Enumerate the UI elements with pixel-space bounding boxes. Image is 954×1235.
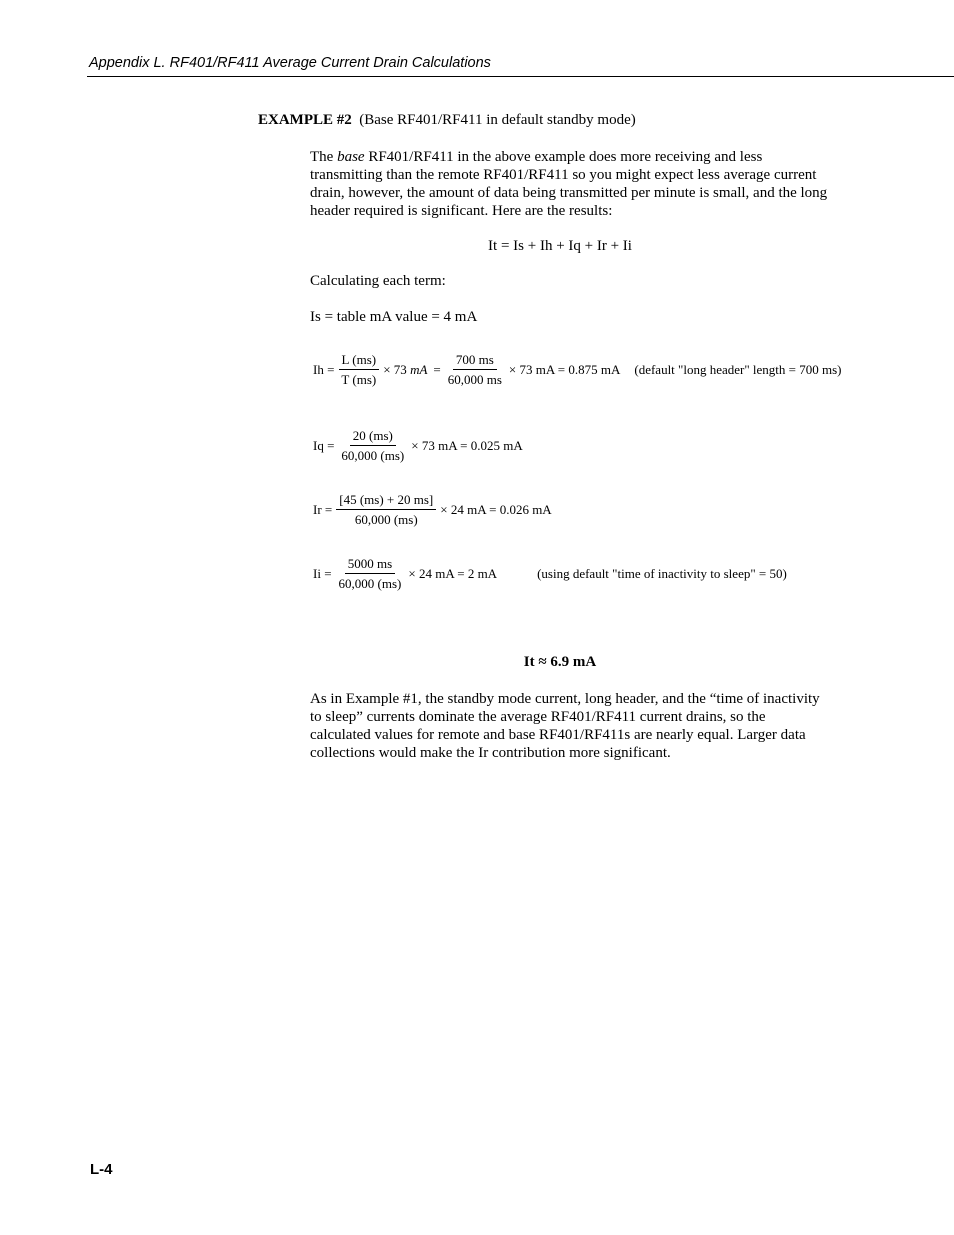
iq-lhs: Iq = xyxy=(313,437,335,453)
ii-numerator: 5000 ms xyxy=(345,556,395,574)
conclusion-paragraph: As in Example #1, the standby mode current, long header, and the “time of inactivity to sleep” currents dominate the average RF401/RF411 current drains, so the calculated values for remote and base RF401/RF411s are nearly equal. Larger data collections would make the Ir contribution more significant. xyxy=(310,691,820,761)
ii-note: (using default "time of inactivity to sleep" = 50) xyxy=(537,565,787,581)
ih-fraction-1-denominator: T (ms) xyxy=(341,372,377,387)
ih-note: (default "long header" length = 700 ms) xyxy=(634,361,842,377)
running-header: Appendix L. RF401/RF411 Average Current Drain Calculations xyxy=(89,55,491,71)
ih-fraction-2-numerator: 700 ms xyxy=(453,352,497,370)
total-current-equation: It = Is + Ih + Iq + Ir + Ii xyxy=(488,238,632,254)
page-number: L-4 xyxy=(90,1161,113,1178)
total-result: It ≈ 6.9 mA xyxy=(523,654,597,670)
iq-numerator: 20 (ms) xyxy=(350,428,396,446)
ih-fraction-2-denominator: 60,000 ms xyxy=(447,372,502,387)
ir-formula xyxy=(313,492,552,527)
is-equation: Is = table mA value = 4 mA xyxy=(310,309,478,325)
ir-lhs: Ir = xyxy=(313,501,333,517)
intro-text-start: The xyxy=(310,149,338,165)
iq-result: × 73 mA = 0.025 mA xyxy=(411,437,523,453)
ih-equals: = xyxy=(433,361,441,377)
example-label: EXAMPLE #2 xyxy=(258,112,352,128)
ii-result: × 24 mA = 2 mA xyxy=(408,565,498,581)
ih-lhs: Ih = xyxy=(313,361,335,377)
ii-fraction xyxy=(336,556,405,591)
example-subtitle: (Base RF401/RF411 in default standby mode) xyxy=(359,112,636,128)
ir-denominator: 60,000 (ms) xyxy=(354,512,418,527)
ii-denominator: 60,000 (ms) xyxy=(338,576,402,591)
ir-result: × 24 mA = 0.026 mA xyxy=(440,501,552,517)
ii-lhs: Ii = xyxy=(313,565,332,581)
ih-fraction-2 xyxy=(445,352,505,387)
ir-fraction xyxy=(336,492,436,527)
intro-text-rest: RF401/RF411 in the above example does more receiving and less transmitting than the remote RF401/RF411 so you might expect less average current drain, however, the amount of data being transmitted per minute is small, and the long header required is significant. Here are the results: xyxy=(310,149,828,219)
ih-result: × 73 mA = 0.875 mA xyxy=(508,361,621,377)
iq-formula xyxy=(313,428,523,463)
intro-paragraph xyxy=(310,148,830,220)
ih-multiplier-1-unit: mA xyxy=(410,361,428,377)
ih-fraction-1 xyxy=(338,352,379,387)
ih-multiplier-1: × 73 mA xyxy=(383,361,428,377)
ih-fraction-1-numerator: L (ms) xyxy=(339,352,380,370)
header-rule xyxy=(87,76,954,77)
example-heading xyxy=(258,112,636,129)
ir-numerator: [45 (ms) + 20 ms] xyxy=(336,492,436,510)
calculating-label: Calculating each term: xyxy=(310,273,446,289)
intro-emphasis: base xyxy=(337,149,365,165)
iq-denominator: 60,000 (ms) xyxy=(341,448,405,463)
iq-fraction xyxy=(338,428,407,463)
ii-formula xyxy=(313,556,787,591)
ih-formula xyxy=(313,352,842,387)
